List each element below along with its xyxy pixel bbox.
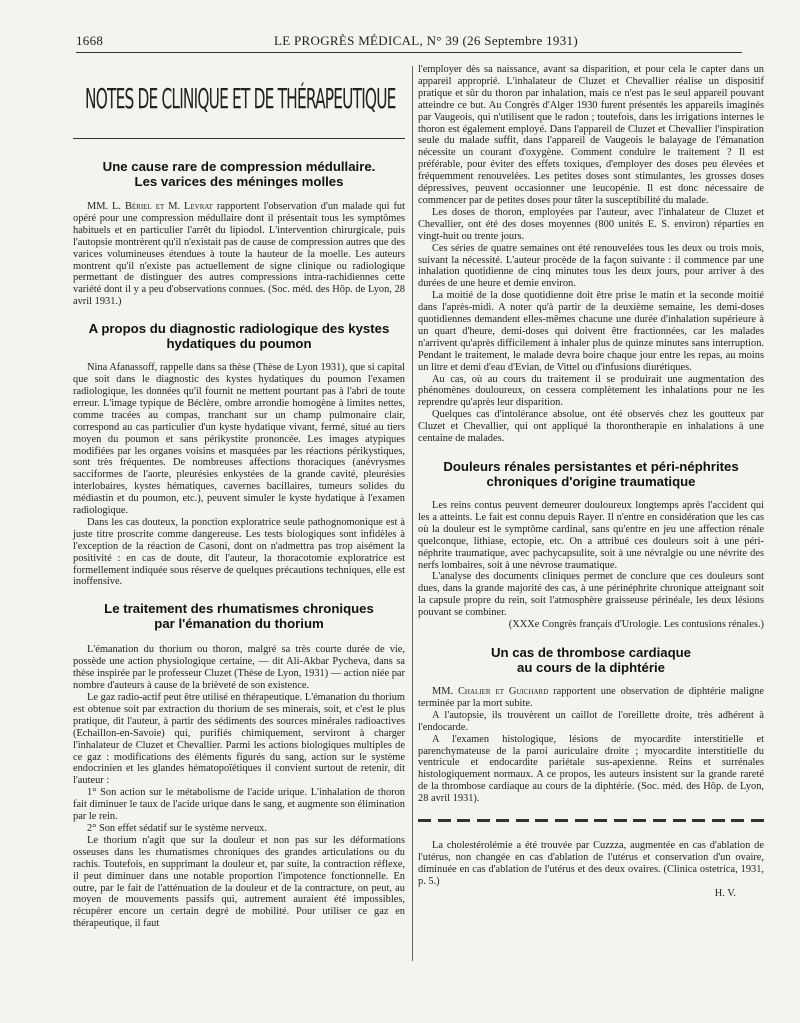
article-paragraph: Dans les cas douteux, la ponction exploratrice seule pathognomonique est à juste titre proscrite comme dangereuse. Les tests biologiques sont infidèles à l'exception de la réaction de Casoni, dont on n'admettra pas trop aisément la positivité : en cas de doute, dit l'auteur, la thoracotomie exploratrice est formellement indiquée sous réserve de quelques précautions techniques, elle est inoffensive. xyxy=(73,516,405,588)
column-rule xyxy=(412,66,413,961)
left-column xyxy=(73,84,405,930)
article-paragraph: Au cas, où au cours du traitement il se produirait une augmentation des phénomènes douloureux, on cessera complètement les inhalations pour ne les reprendre qu'après leur disparition. xyxy=(418,373,764,409)
article-paragraph: Les doses de thoron, employées par l'auteur, avec l'inhalateur de Cluzet et Chevallier, ont été des doses moyennes (800 unités E. S. environ) réparties en vingt-huit ou trente jours. xyxy=(418,206,764,242)
article-paragraph: A l'examen histologique, lésions de myocardite interstitielle et parenchymateuse de la paroi auriculaire droite ; myocardite interstitielle du ventricule et endocardite pariétale sus-apexienne. Reins et surrénales histologiquement normaux. A ce propos, les auteurs insistent sur la grande rareté de la thrombose cardiaque au cours de la diphtérie. (Soc. méd. des Hôp. de Lyon, 28 avril 1931). xyxy=(418,733,764,805)
article-paragraph: Les reins contus peuvent demeurer douloureux longtemps après l'accident qui les a atteints. Le fait est connu depuis Rayer. Il n'entre en considération que les cas où la douleur est le symptôme cardinal, sans qu'entre en jeu une affection rénale quelconque, lithiase, ectopie, etc. On a attribué ces douleurs soit à une péri-néphrite traumatique, avec pachycapsulite, soit à une névralgie ou une névrite des nerfs lombaires, soit à une névrose traumatique. xyxy=(418,500,764,571)
article-paragraph: La cholestérolémie a été trouvée par Cuzzza, augmentée en cas d'ablation de l'utérus, non changée en cas d'ablation de l'utérus et conservation d'un ovaire, diminuée en cas d'ablation de l'utérus et des deux ovaires. (Clinica ostetrica, 1931, p. 5.) xyxy=(418,840,764,887)
article-paragraph: l'employer dès sa naissance, avant sa disparition, et pour cela le capter dans un appareil approprié. L'inhalateur de Cluzet et Chevallier réalise un dispositif pratique et sûr du thoron par inhalation, mais ce n'est pas le seul appareil pouvant atteindre ce but. Au Congrès d'Alger 1930 furent présentés les appareils imaginés par Vaugeois, qui n'utilisent que le radon ; toutefois, dans les irrigations internes le thoron est également employé. Dans l'appareil de Cluzet et Chevallier l'inspiration seule du malade suffit, dans l'appareil de Vaugeois le balayage de l'émanation nécessite un courant d'oxygène. Comment conduire le traitement ? Il est préférable, pour éviter des effets toxiques, d'employer des doses peu élevées et fréquemment renouvelées. Les petites doses sont stimulantes, les grosses doses dépressives, peuvent occasionner une leucopénie. Il est donc nécessaire de commencer par de petites doses pour tâter la susceptibilité du malade. xyxy=(418,64,764,206)
article-paragraph: 1° Son action sur le métabolisme de l'acide urique. L'inhalation de thoron fait diminuer le taux de l'acide urique dans le sang, et augmente son élimination par le rein. xyxy=(73,787,405,823)
article-heading-spinal: Une cause rare de compression médullaire. Les varices des méninges molles xyxy=(102,159,376,189)
article-paragraph: Quelques cas d'intolérance absolue, ont été observés chez les goutteux par Cluzet et Chevallier, qui ont appliqué la thorontherapie en inhalations à une centaine de malades. xyxy=(418,409,764,445)
article-paragraph: Le thorium n'agit que sur la douleur et non pas sur les déformations osseuses dans les rhumatismes chroniques des grandes articulations ou du rachis. Toutefois, en supprimant la douleur et, par suite, la contraction réflexe, il peut diminuer dans une notable proportion l'impotence fonctionnelle. En outre, par le fait de l'atténuation de la douleur et de la contracture, on peut, au moyen de mouvements passifs qui, autrement auraient été impossibles, récupérer encore un certain degré de mobilité. Pour utiliser ce gaz en thérapeutique, il faut xyxy=(73,834,405,930)
article-body-thrombosis: MM. Chalier et Guichard rapportent une observation de diphtérie maligne terminée par la mort subite. xyxy=(418,685,764,709)
article-heading-renal: Douleurs rénales persistantes et péri-néphrites chroniques d'origine traumatique xyxy=(443,459,739,489)
article-body-spinal: MM. L. Bériel et M. Levrat rapportent l'observation d'un malade qui fut opéré pour une compression médullaire dont il présentait tous les symptômes habituels et en particulier l'arrêt du lipiodol. L'intervention chirurgicale, puis l'autopsie montrèrent qu'il n'existait pas de cause de compression autres que des varices volumineuses étendues à toute la hauteur de la moelle. Les auteurs montrent qu'il n'existe pas actuellement de signe clinique ou radiologique permettant de distinguer des autres compressions intra-rachidiennes cette variété dont il y a peu d'observations connues. (Soc. méd. des Hôp. de Lyon, 28 avril 1931.) xyxy=(73,201,405,308)
article-heading-hydatid: A propos du diagnostic radiologique des kystes hydatiques du poumon xyxy=(88,321,390,352)
page-number: 1668 xyxy=(76,33,104,48)
running-header xyxy=(76,33,742,51)
article-paragraph: La moitié de la dose quotidienne doit être prise le matin et la seconde moitié dans l'après-midi. A noter qu'à partir de la deuxième semaine, les demi-doses quotidiennes demandent elles-mêmes chacune une durée d'inhalation supérieure à un quart d'heure, demi-doses qui doivent être fractionnées, car les malades n'arrivent qu'après difficilement à inhaler plus de quinze minutes sans interruption. Pendant le traitement, le malade devra boire chaque jour entre les repas, au moins un litre et demi d'eau d'Evian, de Vittel ou d'infusions diurétiques. xyxy=(418,290,764,373)
header-rule xyxy=(76,52,742,53)
journal-title: LE PROGRÈS MÉDICAL, N° 39 (26 Septembre 1931) xyxy=(274,33,578,48)
article-paragraph: 2° Son effet sédatif sur le système nerveux. xyxy=(87,822,267,834)
article-heading-rheumatism: Le traitement des rhumatismes chroniques par l'émanation du thorium xyxy=(104,601,374,632)
article-paragraph: L'analyse des documents cliniques permet de conclure que ces douleurs sont dues, dans la grande majorité des cas, à une périnéphrite chronique atteignant soit la capsule propre du rein, soit l'atmosphère graisseuse périnéale, les deux lésions pouvant se combiner. xyxy=(418,571,764,619)
article-paragraph: Nina Afanassoff, rappelle dans sa thèse (Thèse de Lyon 1931), que si capital que soit dans le diagnostic des kystes hydatiques du poumon l'examen radiologique, les données qu'il fournit ne mettent pourtant pas à l'abri de toute erreur. L'image typique de Béclère, ombre arrondie homogène à limites nettes, comme tracées au compas, tranchant sur un champ pulmonaire clair, correspond au cas particulier d'un kyste hydatique vivant, fermé, situé au tiers moyen du poumon et sans périkystite prononcée. Les images atypiques modifiées par les organes voisins et masquées par les réactions périkystiques, sont très fréquentes. De nombreuses affections thoraciques (anévrysmes sacciformes de l'aorte, pleurésies enkystées de la grande cavité, pleurésies interlobaires, kystes hématiques, cavernes bacillaires, tumeurs solides du médiastin et du poumon, etc.), peuvent simuler le kyste hydatique à l'examen radiologique. xyxy=(73,362,405,517)
article-heading-thrombosis: Un cas de thrombose cardiaque au cours de la diphtérie xyxy=(490,644,692,675)
right-column xyxy=(418,64,764,900)
article-paragraph: (XXXe Congrès français d'Urologie. Les contusions rénales.) xyxy=(508,619,764,631)
article-paragraph: Le gaz radio-actif peut être utilisé en thérapeutique. L'émanation du thorium est obtenue soit par extraction du thorium de ses minerais, soit, et c'est le plus pratique, dit l'auteur, à partir des sédiments des sources minérales radioactives (Echaillon-en-Savoie) qui, purifiés chimiquement, serviront à charger l'inhalateur de Cluzet et Chevallier. Parmi les actions biologiques multiples de ce gaz : modifications des éléments figurés du sang, action sur le système endocrinien et les glandes hématopoïétiques il convient surtout de retenir, dit l'auteur : xyxy=(73,692,405,787)
article-paragraph: A l'autopsie, ils trouvèrent un caillot de l'oreillette droite, très adhérent à l'endocarde. xyxy=(418,709,764,733)
article-paragraph: Ces séries de quatre semaines ont été renouvelées tous les deux ou trois mois, suivant la nécessité. L'auteur procède de la façon suivante : il commence par une inhalation quotidienne de cinq minutes tous les deux jours, pour arriver à des durées de une heure et demie environ. xyxy=(418,242,764,290)
section-title: NOTES DE CLINIQUE ET DE THÉRAPEUTIQUE xyxy=(85,82,396,115)
section-title-box xyxy=(73,84,405,120)
article-paragraph: L'émanation du thorium ou thoron, malgré sa très courte durée de vie, possède une action physiologique certaine, — dit Ali-Akbar Pycheva, dans sa thèse inspirée par le professeur Cluzet (Thèse de Lyon, 1931) — action niée par nombre d'auteurs à cause de la brièveté de son existence. xyxy=(73,644,405,692)
signature: H. V. xyxy=(714,887,736,899)
